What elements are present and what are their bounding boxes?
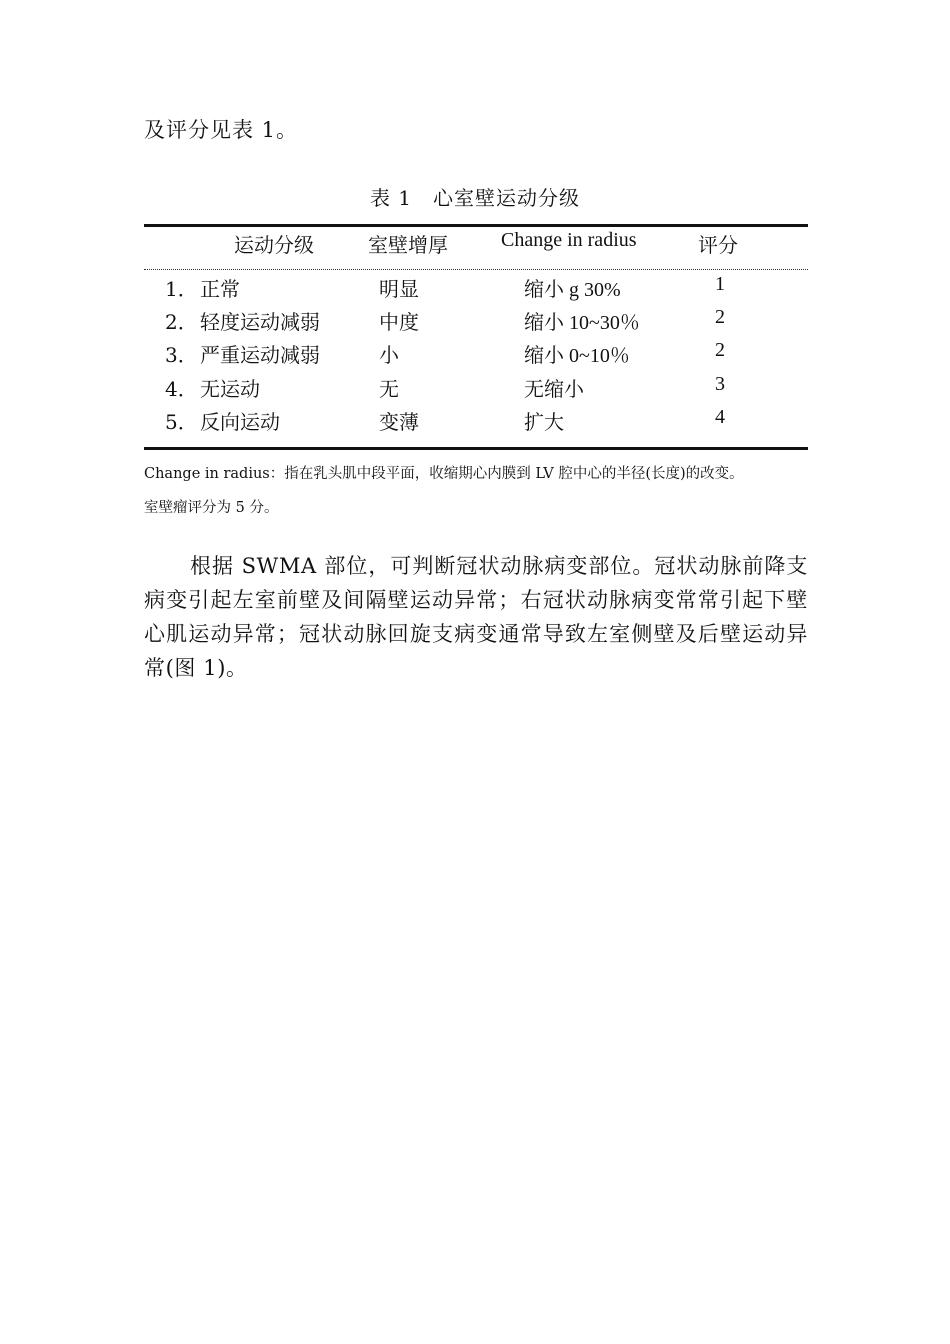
row-thickening: 明显 [379,277,419,301]
row-number: 5． [165,410,198,434]
row-number: 2． [165,310,198,334]
row-radius: 缩小 0~10％ [524,345,630,367]
table-note-aneurysm: 室壁瘤评分为 5 分。 [144,500,279,516]
row-grade: 严重运动减弱 [200,343,320,367]
row-number: 1． [165,277,198,301]
table-top-rule [144,224,808,227]
row-grade: 反向运动 [200,410,280,434]
header-radius: Change in radius [501,229,637,251]
table-row [0,373,950,406]
intro-text: 及评分见表 1。 [144,118,299,142]
row-score: 3 [715,373,725,395]
table-note-definition: Change in radius：指在乳头肌中段平面，收缩期心内膜到 LV 腔中心的半径(长度)的改变。 [144,466,744,482]
row-number: 3． [165,343,198,367]
row-radius: 缩小 g 30% [524,279,621,301]
row-thickening: 变薄 [379,410,419,434]
row-radius: 扩大 [524,412,564,434]
table-row [0,306,950,339]
table-bottom-rule [144,447,808,450]
row-grade: 正常 [200,277,240,301]
body-paragraph: 根据 SWMA 部位，可判断冠状动脉病变部位。冠状动脉前降支病变引起左室前壁及间隔壁运动异常；右冠状动脉病变常常引起下壁心肌运动异常；冠状动脉回旋支病变通常导致左室侧壁及后壁运动异常(图 1)。 [144,554,808,680]
table-row [0,273,950,306]
row-grade: 轻度运动减弱 [200,310,320,334]
row-score: 2 [715,306,725,328]
row-score: 4 [715,406,725,428]
table-header-rule [144,269,808,270]
header-thickening: 室壁增厚 [368,233,448,257]
row-radius: 缩小 10~30％ [524,312,640,334]
row-thickening: 小 [379,343,399,367]
table-row [0,339,950,372]
header-score: 评分 [698,233,738,257]
table-row [0,406,950,439]
table-caption: 表 1 心室壁运动分级 [369,186,581,210]
row-score: 2 [715,339,725,361]
row-thickening: 中度 [379,310,419,334]
row-radius: 无缩小 [524,379,584,401]
row-thickening: 无 [379,377,399,401]
row-number: 4． [165,377,198,401]
header-grade: 运动分级 [234,233,314,257]
row-grade: 无运动 [200,377,260,401]
row-score: 1 [715,273,725,295]
